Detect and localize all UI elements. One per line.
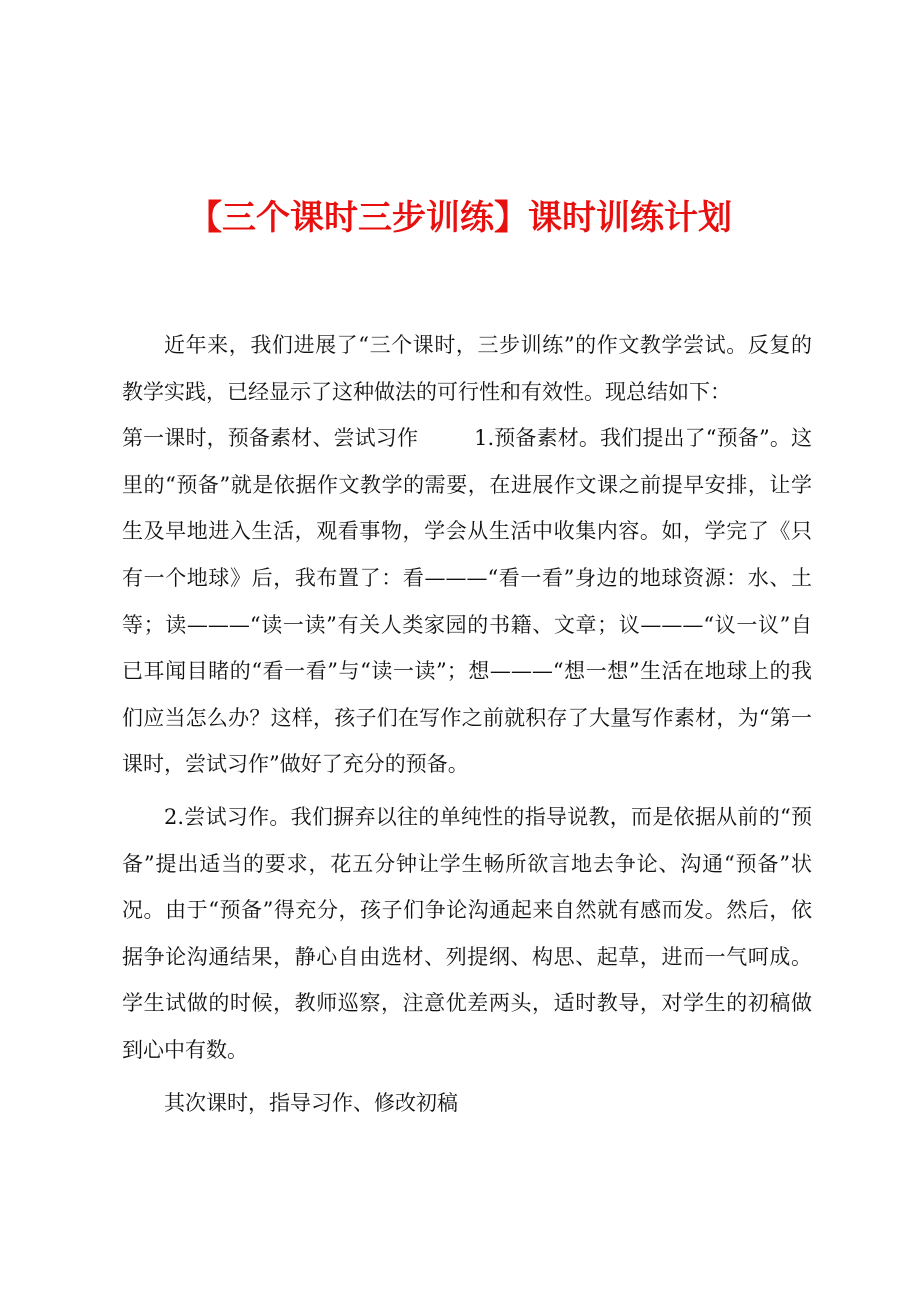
lesson-two-heading: 其次课时，指导习作、修改初稿 [164,1090,458,1115]
lesson-one-heading: 第一课时，预备素材、尝试习作 [122,426,419,451]
lesson-one-paragraph [122,415,812,788]
lesson-one-step-one: 1.预备素材。我们提出了“预备”。这里的“预备”就是依据作文教学的需要，在进展作文课之前提早安排，让学生及早地进入生活，观看事物，学会从生活中收集内容。如，学完了《只有一个地球》后，我布置了：看———“看一看”身边的地球资源：水、土等；读———“读一读”有关人类家园的书籍、文章；议———“议一议”自已耳闻目睹的“看一看”与“读一读”；想———“想一想”生活在地球上的我们应当怎么办？这样，孩子们在写作之前就积存了大量写作素材，为“第一课时，尝试习作”做好了充分的预备。 [122,426,812,777]
lesson-one-step-two: 2.尝试习作。我们摒弃以往的单纯性的指导说教，而是依据从前的“预备”提出适当的要求，花五分钟让学生畅所欲言地去争论、沟通“预备”状况。由于“预备”得充分，孩子们争论沟通起来自然就有感而发。然后，依据争论沟通结果，静心自由选材、列提纲、构思、起草，进而一气呵成。学生试做的时候，教师巡察，注意优差两头，适时教导，对学生的初稿做到心中有数。 [122,804,812,1062]
document-title: 【三个课时三步训练】课时训练计划 [188,198,732,238]
intro-paragraph: 近年来，我们进展了“三个课时，三步训练”的作文教学尝试。反复的教学实践，已经显示了这种做法的可行性和有效性。现总结如下： [122,333,812,404]
document-body [122,322,812,1126]
